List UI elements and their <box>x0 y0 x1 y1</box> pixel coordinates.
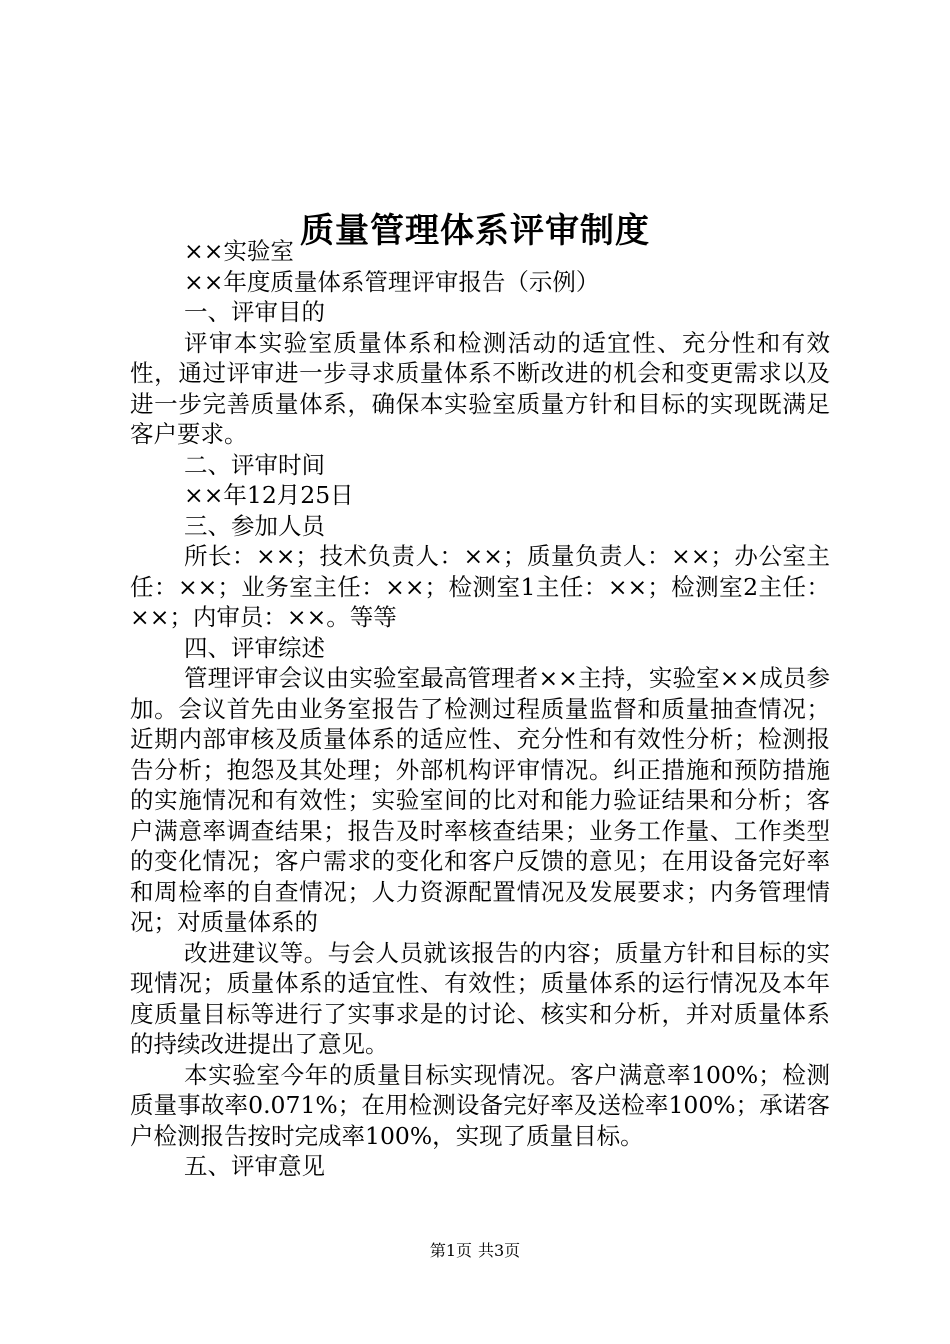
section-heading-participants: 三、参加人员 <box>184 511 325 540</box>
quality-goal-paragraph: 本实验室今年的质量目标实现情况。客户满意率100%；检测质量事故率0.071%；在用检测设备完好率及送检率100%；承诺客户检测报告按时完成率100%，实现了质量目标。 <box>130 1060 830 1150</box>
document-title: 质量管理体系评审制度 <box>300 210 650 251</box>
section-heading-purpose: 一、评审目的 <box>184 298 325 326</box>
page-footer <box>0 1240 950 1262</box>
summary-paragraph-2: 改进建议等。与会人员就该报告的内容；质量方针和目标的实现情况；质量体系的适宜性、有效性；质量体系的运行情况及本年度质量目标等进行了实事求是的讨论、核实和分析，并对质量体系的持续改进提出了意见。 <box>130 938 830 1058</box>
document-body <box>130 236 830 1182</box>
section-heading-opinion: 五、评审意见 <box>184 1152 325 1180</box>
lab-name-line: ××实验室 <box>184 237 294 265</box>
summary-paragraph-1: 管理评审会议由实验室最高管理者××主持，实验室××成员参加。会议首先由业务室报告了检测过程质量监督和质量抽查情况；近期内部审核及质量体系的适应性、充分性和有效性分析；检测报告分析；抱怨及其处理；外部机构评审情况。纠正措施和预防措施的实施情况和有效性；实验室间的比对和能力验证结果和分析；客户满意率调查结果；报告及时率核查结果；业务工作量、工作类型的变化情况；客户需求的变化和客户反馈的意见；在用设备完好率和周检率的自查情况；人力资源配置情况及发展要求；内务管理情况；对质量体系的 <box>130 664 830 936</box>
page-number: 第1页 <box>429 1241 472 1260</box>
report-title-line: ××年度质量体系管理评审报告（示例） <box>184 267 600 296</box>
participants-paragraph: 所长：××；技术负责人：××；质量负责人：××；办公室主任：××；业务室主任：××；检测室1主任：××；检测室2主任：××；内审员：××。等等 <box>130 542 830 631</box>
purpose-paragraph: 评审本实验室质量体系和检测活动的适宜性、充分性和有效性，通过评审进一步寻求质量体系不断改进的机会和变更需求以及进一步完善质量体系，确保本实验室质量方针和目标的实现既满足客户要求。 <box>130 328 830 448</box>
section-heading-time: 二、评审时间 <box>184 450 325 479</box>
section-heading-summary: 四、评审综述 <box>184 633 325 662</box>
page-total: 共3页 <box>478 1241 521 1260</box>
review-date-line: ××年12月25日 <box>184 481 354 509</box>
